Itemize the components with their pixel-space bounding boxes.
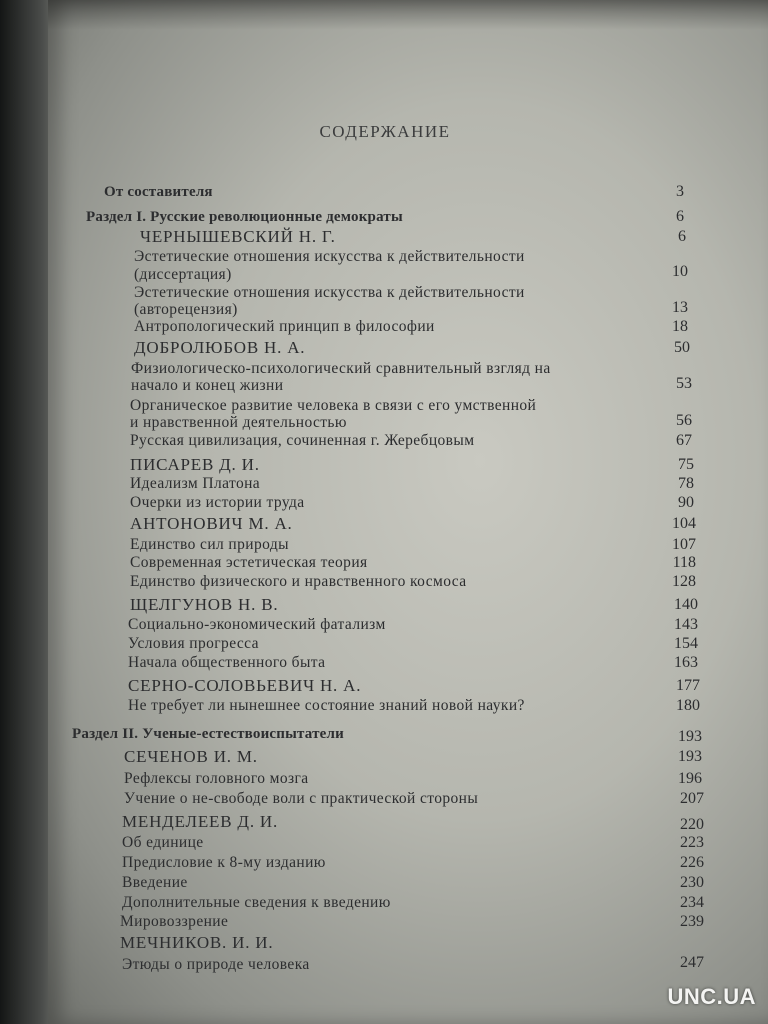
toc-entry: Эстетические отношения искусства к действительности [134,284,525,301]
toc-entry: Дополнительные сведения к введению [122,894,391,911]
toc-page-number: 154 [674,635,698,652]
toc-entry: Русская цивилизация, сочиненная г. Жеребцовым [130,432,475,449]
toc-entry: Социально-экономический фатализм [128,616,386,633]
toc-entry: (диссертация) [134,266,232,283]
toc-entry: (авторецензия) [134,301,238,318]
toc-page-number: 107 [672,536,696,553]
toc-page-number: 13 [672,299,688,316]
toc-entry: Современная эстетическая теория [130,554,368,571]
toc-page-number: 53 [676,375,692,392]
toc-page-number: 140 [674,596,698,613]
toc-entry: Учение о не-свободе воли с практической стороны [124,790,479,807]
author-heading: СЕРНО-СОЛОВЬЕВИЧ Н. А. [128,676,362,695]
toc-entry: Антропологический принцип в философии [134,318,435,335]
toc-entry: Начала общественного быта [128,654,326,671]
toc-entry: Рефлексы головного мозга [124,770,309,787]
toc-page-number: 234 [680,894,704,911]
toc-page-number: 50 [674,339,690,356]
author-heading: СЕЧЕНОВ И. М. [124,747,258,766]
toc-entry: Единство физического и нравственного космоса [130,573,467,590]
toc-page-number: 193 [678,748,702,765]
toc-entry: Введение [122,874,188,891]
toc-entry: От составителя [104,184,213,200]
toc-page-number: 230 [680,874,704,891]
toc-page-number: 128 [672,573,696,590]
toc-entry: Эстетические отношения искусства к действительности [134,248,525,265]
toc-page-number: 247 [680,954,704,971]
section-heading: Раздел I. Русские революционные демократы [86,209,403,225]
toc-page-number: 143 [674,616,698,633]
toc-page-number: 220 [680,816,704,833]
author-heading: ПИСАРЕВ Д. И. [130,455,260,474]
toc-entry: Об единице [122,834,204,851]
toc-entry: Условия прогресса [128,635,259,652]
toc-page-number: 239 [680,913,704,930]
toc-entry: начало и конец жизни [131,377,284,394]
toc-entry: Не требует ли нынешнее состояние знаний новой науки? [128,697,525,714]
toc-page-number: 10 [672,263,688,280]
toc-page-number: 223 [680,834,704,851]
toc-entry: Мировоззрение [120,913,229,930]
toc-entry: Очерки из истории труда [130,494,305,511]
toc-page-number: 207 [680,790,704,807]
author-heading: ЩЕЛГУНОВ Н. В. [130,595,279,614]
author-heading: ЧЕРНЫШЕВСКИЙ Н. Г. [140,227,336,246]
toc-entry: Физиологическо-психологический сравнительный взгляд на [131,360,551,377]
toc-page-number: 163 [674,654,698,671]
toc-entry: Единство сил природы [130,536,289,553]
toc-page-number: 90 [678,494,694,511]
author-heading: АНТОНОВИЧ М. А. [130,514,293,533]
toc-entry: и нравственной деятельностью [130,414,347,431]
toc-page-number: 18 [672,318,688,335]
toc-page-number: 118 [672,554,696,571]
toc-page-number: 78 [678,475,694,492]
toc-page-number: 196 [678,770,702,787]
toc-page-number: 6 [678,228,686,245]
toc-entry: Идеализм Платона [130,475,261,492]
toc-entry: Предисловие к 8-му изданию [122,854,326,871]
toc-page-number: 56 [676,412,692,429]
toc-page-number: 104 [672,515,696,532]
toc-entry: Органическое развитие человека в связи с его умственной [130,397,537,414]
page-title: СОДЕРЖАНИЕ [319,122,451,141]
toc-page-number: 226 [680,854,704,871]
author-heading: ДОБРОЛЮБОВ Н. А. [134,338,306,357]
toc-page-number: 75 [678,456,694,473]
watermark-logo: UNC.UA [667,984,756,1009]
toc-page-number: 3 [676,183,684,200]
toc-page-number: 6 [676,208,684,225]
toc-page-number: 177 [676,677,700,694]
toc-page-number: 67 [676,432,692,449]
toc-page-number: 193 [678,728,702,745]
toc-page-number: 180 [676,697,700,714]
author-heading: МЕЧНИКОВ. И. И. [120,933,274,952]
section-heading: Раздел II. Ученые-естествоиспытатели [72,726,344,742]
toc-entry: Этюды о природе человека [122,956,310,973]
author-heading: МЕНДЕЛЕЕВ Д. И. [122,812,279,831]
